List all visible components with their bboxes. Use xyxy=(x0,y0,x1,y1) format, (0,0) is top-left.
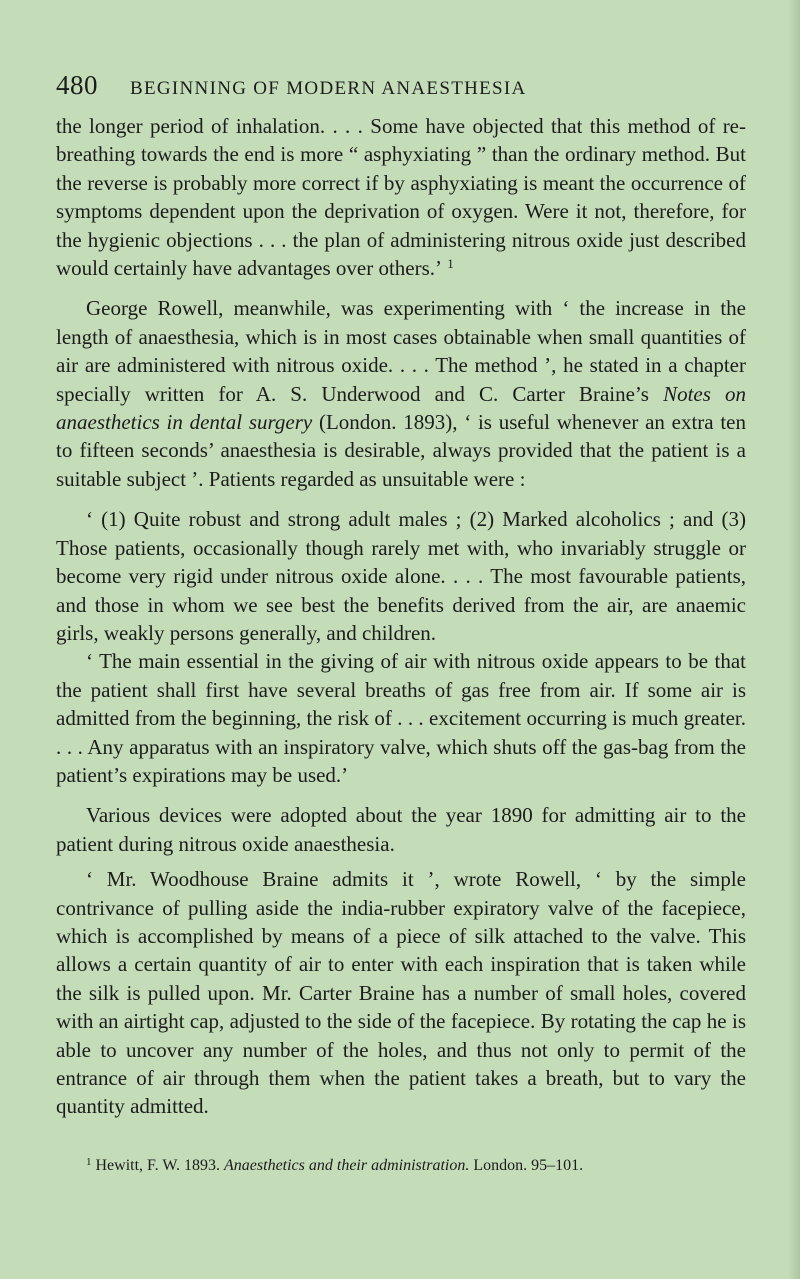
footnote-text-end: London. 95–101. xyxy=(469,1157,584,1174)
footnote-book-title: Anaesthetics and their administration. xyxy=(224,1157,470,1174)
page-number: 480 xyxy=(56,70,98,100)
body-text xyxy=(56,112,746,1121)
paragraph-1-text: the longer period of inhalation. . . . Some have objected that this method of re-breathing towards the end is more “ asphyxiating ” than the ordinary method. But the reverse is probably more correct if by asphyxiating is meant the occurrence of symptoms dependent upon the deprivation of oxygen. Were it not, therefore, for the hygienic objections . . . the plan of administering nitrous oxide just described would certainly have advantages over others.’ xyxy=(56,114,746,281)
paragraph-5 xyxy=(56,801,746,858)
paragraph-3-text: ‘ (1) Quite robust and strong adult males ; (2) Marked alcoholics ; and (3) Those patients, occasionally though rarely met with, who invariably struggle or become very rigid under nitrous oxide alone. . . . The most favourable patients, and those in whom we see best the benefits derived from the air, are anaemic girls, weakly persons generally, and children. xyxy=(56,507,746,645)
paragraph-6-text: ‘ Mr. Woodhouse Braine admits it ’, wrote Rowell, ‘ by the simple contrivance of pulling aside the india-rubber expiratory valve of the facepiece, which is accomplished by means of a piece of silk attached to the valve. This allows a certain quantity of air to enter with each inspiration that is taken while the silk is pulled upon. Mr. Carter Braine has a number of small holes, covered with an airtight cap, adjusted to the side of the facepiece. By rotating the cap he is able to uncover any number of the holes, and thus not only to permit of the entrance of air through them when the patient takes a breath, but to vary the quantity admitted. xyxy=(56,867,746,1119)
paragraph-5-text: Various devices were adopted about the year 1890 for admitting air to the patient during nitrous oxide anaesthesia. xyxy=(56,803,746,856)
page-edge-shadow xyxy=(788,0,800,1279)
paragraph-4-text: ‘ The main essential in the giving of air with nitrous oxide appears to be that the patient shall first have several breaths of gas free from air. If some air is admitted from the beginning, the risk of . . . excitement occurring is much greater. . . . Any apparatus with an inspiratory valve, which shuts off the gas-bag from the patient’s expirations may be used.’ xyxy=(56,649,746,787)
paragraph-2-text-end: (London. 1893), ‘ is useful whenever an extra ten to fifteen seconds’ anaesthesia is desirable, always provided that the patient is a suitable subject ’. Patients regarded as unsuitable were : xyxy=(56,410,747,491)
paragraph-6 xyxy=(56,865,746,1121)
running-head: BEGINNING OF MODERN ANAESTHESIA xyxy=(130,78,527,99)
paragraph-2 xyxy=(56,294,746,493)
footnote-text-start: Hewitt, F. W. 1893. xyxy=(91,1157,225,1174)
page-header xyxy=(56,70,710,110)
book-title-notes-on-anaesthetics: Notes on anaesthetics in dental surgery xyxy=(56,381,747,435)
footnote-reference: 1 xyxy=(447,256,454,272)
footnote xyxy=(86,1156,746,1176)
paragraph-3 xyxy=(56,505,746,647)
paragraph-1 xyxy=(56,112,746,282)
paragraph-4 xyxy=(56,647,746,789)
footnote-marker: 1 xyxy=(86,1156,92,1168)
paragraph-2-text-start: George Rowell, meanwhile, was experimenting with ‘ the increase in the length of anaesthesia, which is in most cases obtainable when small quantities of air are administered with nitrous oxide. . . . The method ’, he stated in a chapter specially written for A. S. Underwood and C. Carter Braine’s xyxy=(56,296,746,406)
